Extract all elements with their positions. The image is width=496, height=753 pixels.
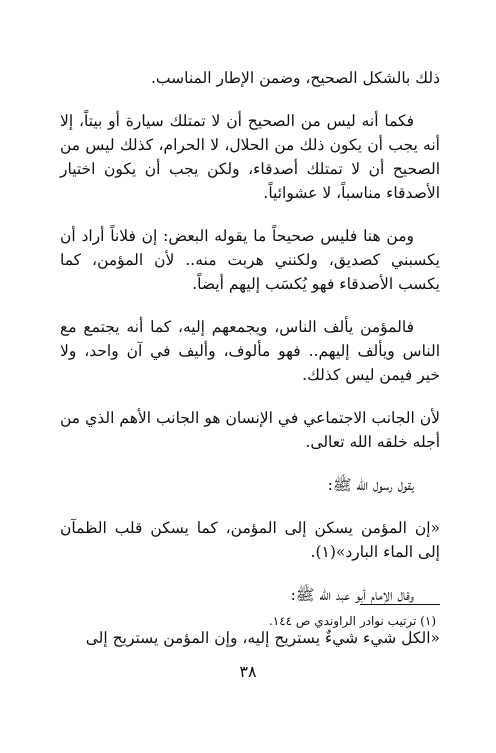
paragraph-6: يقول رسول الله ﷺ: bbox=[327, 476, 414, 494]
paragraph-3: ومن هنا فليس صحيحاً ما يقوله البعض: إن فلاناً أراد أن يكسبني كصديق، ولكنني هربت منه.. لأن المؤمن، كما يكسب الأصدقاء فهو يُكسَب إليهم أيضاً. bbox=[60, 227, 440, 293]
paragraph-8: وقال الإمام أبو عبد الله ﷺ: bbox=[290, 586, 414, 604]
footnote-divider bbox=[360, 604, 440, 605]
paragraph-4: فالمؤمن يألف الناس، ويجمعهم إليه، كما أنه يجتمع مع الناس ويألف إليهم.. فهو مألوف، وأليف في آن واحد، ولا خير فيمن ليس كذلك. bbox=[60, 318, 440, 384]
paragraph-7: «إن المؤمن يسكن إلى المؤمن، كما يسكن قلب الظمآن إلى الماء البارد»(١). bbox=[60, 519, 440, 561]
paragraph-1: ذلك بالشكل الصحيح، وضمن الإطار المناسب. bbox=[151, 69, 440, 87]
page-number: ٣٨ bbox=[239, 662, 257, 681]
footnote: (١) ترتيب نوادر الراوندي ص ١٤٤. bbox=[268, 614, 436, 628]
body-text bbox=[60, 66, 440, 650]
paragraph-5: لأن الجانب الاجتماعي في الإنسان هو الجانب الأهم الذي من أجله خلقه الله تعالى. bbox=[60, 409, 440, 451]
paragraph-2: فكما أنه ليس من الصحيح أن لا تمتلك سيارة أو بيتاً، إلا أنه يجب أن يكون ذلك من الحلال، لا الحرام، كذلك ليس من الصحيح أن لا تمتلك أصدقاء، ولكن يجب أن يكون اختيار الأصدقاء مناسباً، لا عشوائياً. bbox=[60, 112, 440, 202]
paragraph-9: «الكل شيء شيءٌ يستريح إليه، وإن المؤمن يستريح إلى bbox=[85, 629, 440, 647]
